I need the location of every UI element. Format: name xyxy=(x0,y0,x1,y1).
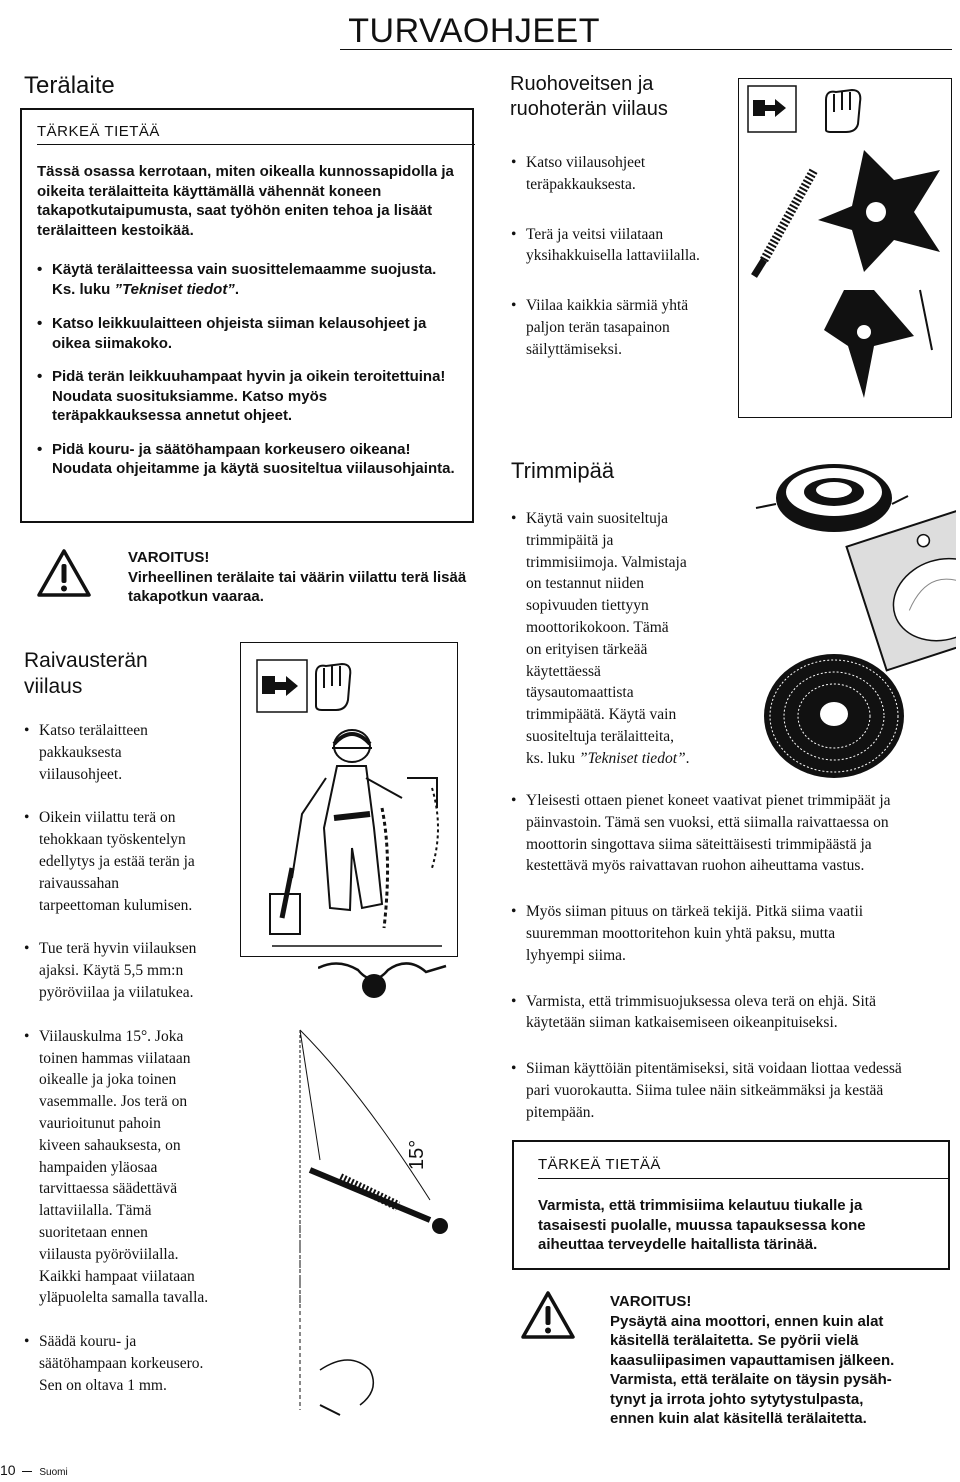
warning-line: ennen kuin alat käsitellä terälaitetta. xyxy=(610,1410,867,1427)
footer-language: Suomi xyxy=(39,1467,68,1478)
blade-tooth-illustration xyxy=(318,958,448,1008)
list-item: • Varmista, että trimmisuojuksessa oleva terä on ehjä. Sitä käytetään siiman katkaisemiseen oikeanpituiseksi. xyxy=(511,991,951,1035)
reference-link: ”Tekniset tiedot” xyxy=(114,280,235,298)
worker-filing-illustration xyxy=(262,718,452,958)
warning-icon xyxy=(520,1290,576,1340)
list-item: • Käytä terälaitteessa vain suosittelemaamme suojusta. Ks. luku ”Tekniset tiedot”. xyxy=(37,260,457,299)
list-item: • Pidä terän leikkuuhampaat hyvin ja oikein teroitettuina! Noudata suosituksiamme. Katso myös teräpakkauksessa annetut ohjeet. xyxy=(37,367,457,426)
page-title: TURVAOHJEET xyxy=(348,12,600,50)
warning-icon xyxy=(36,548,92,598)
reference-link: ”Tekniset tiedot” xyxy=(578,749,686,767)
warning-title: VAROITUS! xyxy=(610,1293,692,1310)
filing-angle-illustration xyxy=(280,1010,460,1430)
grass-blade-illustration xyxy=(744,140,949,410)
list-item: • Myös siiman pituus on tärkeä tekijä. Pitkä siima vaatii suuremman moottoritehon kuin yhtä paksu, mutta lyhyempi siima. xyxy=(511,901,951,966)
warning-title: VAROITUS! xyxy=(128,549,210,566)
warning-line: Pysäytä aina moottori, ennen kuin alat xyxy=(610,1312,884,1330)
section-title-ruohoveitsen: Ruohoveitsen ja ruohoterän viilaus xyxy=(510,73,668,120)
list-item: • Viilauskulma 15°. Joka toinen hammas viilataan oikealle ja joka toinen vasemmalle. Jos terä on vaurioitunut pahoin kiveen sahauksesta, on hampaiden yläosaa tarvittaessa säädettävä lattaviilalla. Tämä suoritetaan ennen viilausta pyöröviilalla. Kaikki hampaat viilataan yläpuolelta samalla tavalla. xyxy=(24,1026,234,1309)
list-item: • Katso terälaitteen pakkauksesta viilausohjeet. xyxy=(24,720,234,785)
warning-text: Virheellinen terälaite tai väärin viilattu terä lisää takapotkun vaaraa. xyxy=(128,568,467,605)
list-item: • Yleisesti ottaen pienet koneet vaativat pienet trimmipäät ja päinvastoin. Tämä sen vuoksi, että siimalla raivattaessa on moottorin singottava siima säteittäisesti trimmipäästä ja kestettävä myös raivattavan ruohon aiheuttama vastus. xyxy=(511,790,951,877)
manual-pictogram-icon xyxy=(256,656,356,716)
teralaite-bullet-list xyxy=(37,260,457,491)
section-title-trimmipaa: Trimmipää xyxy=(511,458,615,483)
trimmer-head-illustration xyxy=(748,456,956,782)
warning-line: Varmista, että terälaite on täysin pysäh- xyxy=(610,1371,892,1388)
page-footer xyxy=(0,1462,68,1478)
ruohoveitsen-bullet-list xyxy=(511,152,736,361)
important-info-box xyxy=(20,108,474,523)
page-header xyxy=(340,10,952,50)
important-info-heading: TÄRKEÄ TIETÄÄ xyxy=(37,123,160,140)
list-item: • Katso leikkuulaitteen ohjeista siiman kelausohjeet ja oikea siimakoko. xyxy=(37,314,457,353)
trimmipaa-first-list xyxy=(511,508,741,770)
warning-block xyxy=(610,1292,950,1429)
important-info-heading: TÄRKEÄ TIETÄÄ xyxy=(538,1156,661,1173)
list-item: • Viilaa kaikkia särmiä yhtä paljon terän tasapainon säilyttämiseksi. xyxy=(511,295,736,360)
list-item: • Oikein viilattu terä on tehokkaan työskentelyn edellytys ja estää terän ja raivaussahan tarpeettoman kulumisen. xyxy=(24,807,234,916)
important-info-text: Varmista, että trimmisiima kelautuu tiukalle ja tasaisesti puolalle, muussa tapauksessa kone aiheuttaa terveydelle haitallista tärinää. xyxy=(538,1197,866,1253)
manual-pictogram-icon xyxy=(746,84,946,136)
divider xyxy=(538,1178,950,1179)
list-item: • Tue terä hyvin viilauksen ajaksi. Käytä 5,5 mm:n pyöröviilaa ja viilatukea. xyxy=(24,938,234,1003)
list-item: • Terä ja veitsi viilataan yksihakkuisella lattaviilalla. xyxy=(511,224,736,268)
warning-block xyxy=(128,548,468,607)
raivausteran-bullet-list xyxy=(24,720,234,1397)
important-info-box xyxy=(512,1140,950,1270)
list-item: • Säädä kouru- ja säätöhampaan korkeusero. Sen on oltava 1 mm. xyxy=(24,1331,234,1396)
list-item: • Siiman käyttöiän pitentämiseksi, sitä voidaan liottaa vedessä pari vuorokautta. Siima tulee näin sitkeämmäksi ja kestää pitempään. xyxy=(511,1058,951,1123)
angle-label: 15° xyxy=(406,1139,428,1170)
section-title-teralaite: Terälaite xyxy=(24,72,115,99)
warning-line: kaasuliipasimen vapauttamisen jälkeen. xyxy=(610,1351,895,1369)
warning-line: käsitellä terälaitetta. Se pyörii vielä xyxy=(610,1332,859,1349)
list-item: • Pidä kouru- ja säätöhampaan korkeusero oikeana! Noudata ohjeitamme ja käytä suositeltua viilausohjainta. xyxy=(37,440,457,479)
divider xyxy=(37,144,475,145)
page-number: 10 xyxy=(0,1462,16,1478)
warning-line: tynyt ja irrota johto sytytystulpasta, xyxy=(610,1390,864,1408)
intro-text: Tässä osassa kerrotaan, miten oikealla kunnossapidolla ja oikeita terälaitteita käyttämällä vähennät koneen takapotkutaipumusta, saat työhön eniten tehoa ja lisäät terälaitteen kestoikää. xyxy=(37,163,454,239)
list-item: • Katso viilausohjeet teräpakkauksesta. xyxy=(511,152,736,196)
list-item: • Käytä vain suositeltuja trimmipäitä ja trimmisiimoja. Valmistaja on testannut niiden sopivuuden tiettyyn moottorikokoon. Tämä on erityisen tärkeää käytettäessä täysautomaattista trimmipäätä. Käytä vain suositeltuja terälaitteita, ks. luku ”Tekniset tiedot”. xyxy=(511,508,741,770)
trimmipaa-bullet-list xyxy=(511,790,951,1124)
section-title-raivausteran: Raivausterän viilaus xyxy=(24,649,148,698)
